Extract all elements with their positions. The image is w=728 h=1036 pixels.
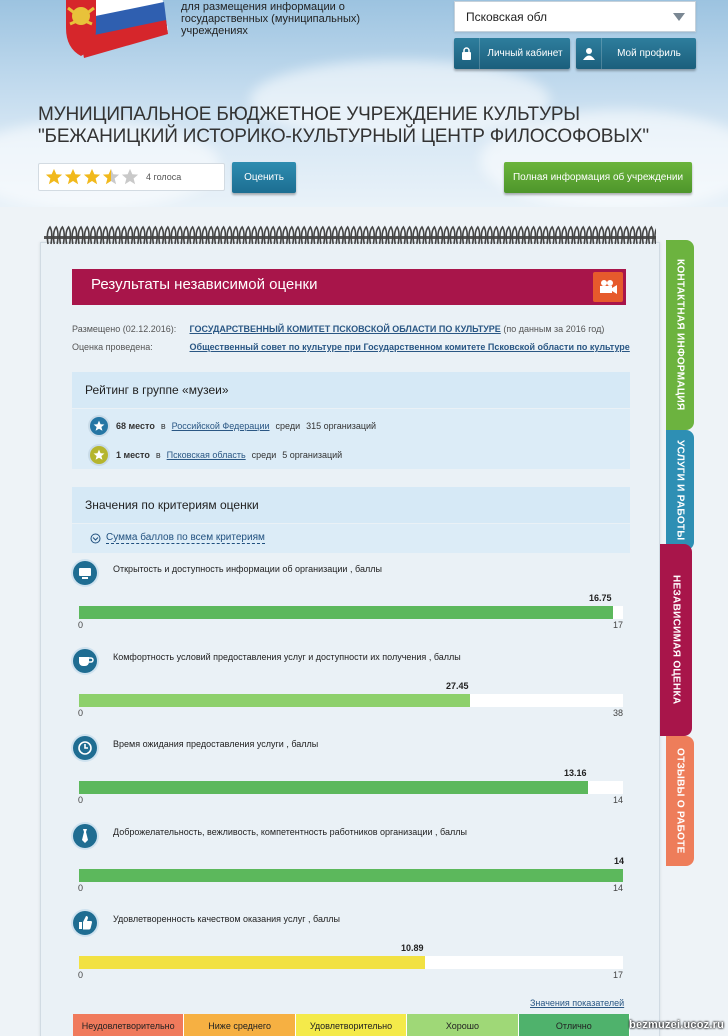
tab-contact-info[interactable]	[666, 240, 694, 430]
rate-button[interactable]: Оценить	[232, 162, 296, 193]
votes-count: 4 голоса	[146, 172, 182, 182]
evaluation-label: Оценка проведена:	[72, 342, 153, 352]
criterion-name: Время ожидания предоставления услуги	[113, 739, 284, 749]
posted-label: Размещено (02.12.2016):	[72, 324, 177, 334]
criteria-title: Значения по критериям оценки	[85, 498, 259, 512]
portal-description: для размещения информации о государственных (муниципальных) учреждениях	[181, 1, 361, 37]
star-rating[interactable]	[38, 163, 225, 191]
criterion-unit: , баллы	[428, 651, 461, 662]
rank-among: среди	[275, 421, 301, 431]
posted-row	[72, 324, 604, 334]
legend-item: Хорошо	[407, 1014, 518, 1036]
criterion-value: 16.75	[589, 593, 612, 603]
medal-star-icon	[90, 417, 108, 435]
criterion-bar-track	[79, 694, 623, 707]
legend-item: Удовлетворительно	[296, 1014, 407, 1036]
tab-reviews[interactable]	[666, 736, 694, 866]
watermark: bezmuzei.ucoz.ru	[629, 1019, 724, 1031]
legend-item: Отлично	[519, 1014, 630, 1036]
chevron-down-icon	[673, 13, 685, 21]
criterion-max: 38	[613, 707, 624, 718]
criterion-label	[113, 564, 382, 574]
tie-icon	[73, 824, 97, 848]
indicator-values-link[interactable]: Значения показателей	[530, 998, 625, 1008]
tab-contact-info-label: КОНТАКТНАЯ ИНФОРМАЦИЯ	[674, 259, 686, 411]
personal-account-label: Личный кабинет	[487, 48, 563, 59]
rank-count: 5 организаций	[282, 450, 343, 460]
rank-area-link[interactable]: Российской Федерации	[171, 421, 270, 431]
criterion-unit: , баллы	[434, 826, 467, 837]
rank-among: среди	[251, 450, 277, 460]
tab-reviews-label: ОТЗЫВЫ О РАБОТЕ	[674, 748, 686, 854]
criterion-bar-fill	[79, 956, 425, 969]
video-camera-icon	[593, 272, 623, 302]
criterion-unit: , баллы	[308, 914, 340, 924]
sum-all-criteria-label: Сумма баллов по всем критериям	[106, 532, 265, 543]
posted-agency-link[interactable]: ГОСУДАРСТВЕННЫЙ КОМИТЕТ ПСКОВСКОЙ ОБЛАСТИ ПО КУЛЬТУРЕ	[189, 324, 501, 334]
cup-icon	[73, 649, 97, 673]
rating-panel-header	[72, 372, 630, 408]
criterion-name: Комфортность условий предоставления услуг и доступности их получения	[113, 651, 427, 662]
page-header	[0, 0, 728, 207]
full-info-button[interactable]: Полная информация об учреждении	[504, 162, 692, 193]
criterion-min: 0	[78, 707, 84, 718]
personal-account-button[interactable]	[454, 38, 570, 69]
tab-independent-assessment[interactable]	[660, 544, 692, 736]
rating-title: Рейтинг в группе «музеи»	[85, 383, 229, 397]
evaluation-row	[72, 342, 630, 352]
tab-services[interactable]	[666, 430, 694, 550]
rank-count: 315 организаций	[306, 421, 377, 431]
rank-area-link[interactable]: Псковская область	[166, 450, 246, 460]
criterion-bar-fill	[79, 694, 470, 707]
video-camera-button[interactable]	[590, 269, 626, 305]
chevron-circle-down-icon	[90, 533, 101, 544]
criterion-value: 10.89	[401, 943, 424, 953]
criterion-label	[113, 652, 461, 662]
star-icon[interactable]	[83, 168, 101, 186]
criterion-bar-track	[79, 781, 623, 794]
my-profile-button[interactable]	[576, 38, 696, 69]
criterion-min: 0	[78, 795, 84, 805]
sum-all-criteria-toggle[interactable]	[90, 532, 265, 544]
organization-title: МУНИЦИПАЛЬНОЕ БЮДЖЕТНОЕ УЧРЕЖДЕНИЕ КУЛЬТУРЫ "БЕЖАНИЦКИЙ ИСТОРИКО-КУЛЬТУРНЫЙ ЦЕНТР ФИЛОСОФОВЫХ"	[38, 104, 649, 147]
rank-in: в	[160, 421, 166, 431]
region-select[interactable]	[454, 1, 696, 32]
rank-in: в	[155, 450, 161, 460]
lock-icon	[454, 38, 480, 69]
rank-place: 68 место	[116, 421, 155, 431]
criterion-max: 17	[613, 970, 624, 980]
tab-independent-assessment-label: НЕЗАВИСИМАЯ ОЦЕНКА	[670, 575, 682, 705]
star-icon[interactable]	[121, 168, 139, 186]
star-icon[interactable]	[45, 168, 63, 186]
criterion-bar-track	[79, 606, 623, 619]
criterion-name: Доброжелательность, вежливость, компетентность работников организации	[113, 826, 433, 837]
criterion-min: 0	[78, 970, 84, 980]
rank-row	[90, 446, 342, 464]
spiral-binding-decoration	[44, 224, 656, 250]
clock-icon	[73, 736, 97, 760]
section-title: Результаты независимой оценки	[72, 269, 592, 305]
criterion-value: 13.16	[564, 768, 587, 778]
coat-of-arms-logo[interactable]	[40, 0, 170, 62]
thumbs-up-icon	[73, 911, 97, 935]
rating-scale-legend	[73, 1014, 630, 1036]
posted-note: (по данным за 2016 год)	[503, 324, 605, 334]
criterion-label	[113, 739, 318, 749]
evaluation-council-link[interactable]: Общественный совет по культуре при Государственном комитете Псковской области по культуре	[189, 342, 630, 352]
criterion-min: 0	[78, 882, 84, 893]
legend-item: Ниже среднего	[184, 1014, 295, 1036]
criterion-bar-track	[79, 869, 623, 882]
rank-place: 1 место	[116, 450, 150, 460]
rank-row	[90, 417, 376, 435]
criterion-max: 14	[613, 795, 624, 805]
monitor-icon	[73, 561, 97, 585]
criterion-unit: , баллы	[286, 739, 319, 749]
medal-star-icon	[90, 446, 108, 464]
criterion-value: 14	[614, 855, 625, 866]
legend-item: Неудовлетворительно	[73, 1014, 184, 1036]
criterion-name: Открытость и доступность информации об организации	[113, 564, 348, 574]
criterion-unit: , баллы	[349, 564, 382, 574]
criterion-max: 17	[613, 620, 624, 630]
tab-services-label: УСЛУГИ И РАБОТЫ	[674, 439, 686, 541]
criterion-label	[113, 914, 340, 924]
criterion-value: 27.45	[446, 680, 469, 691]
criterion-name: Удовлетворенность качеством оказания услуг	[113, 914, 306, 924]
user-icon	[576, 38, 602, 69]
region-select-value: Псковская обл	[466, 10, 547, 24]
criterion-bar-fill	[79, 781, 588, 794]
my-profile-label: Мой профиль	[617, 48, 681, 59]
stars-group	[45, 168, 140, 186]
criterion-max: 14	[613, 882, 624, 893]
criterion-bar-fill	[79, 869, 623, 882]
criterion-bar-track	[79, 956, 623, 969]
criterion-label	[113, 827, 467, 837]
star-icon[interactable]	[64, 168, 82, 186]
criteria-panel-header	[72, 487, 630, 523]
criterion-min: 0	[78, 620, 84, 630]
criterion-bar-fill	[79, 606, 613, 619]
star-icon[interactable]	[102, 168, 120, 186]
